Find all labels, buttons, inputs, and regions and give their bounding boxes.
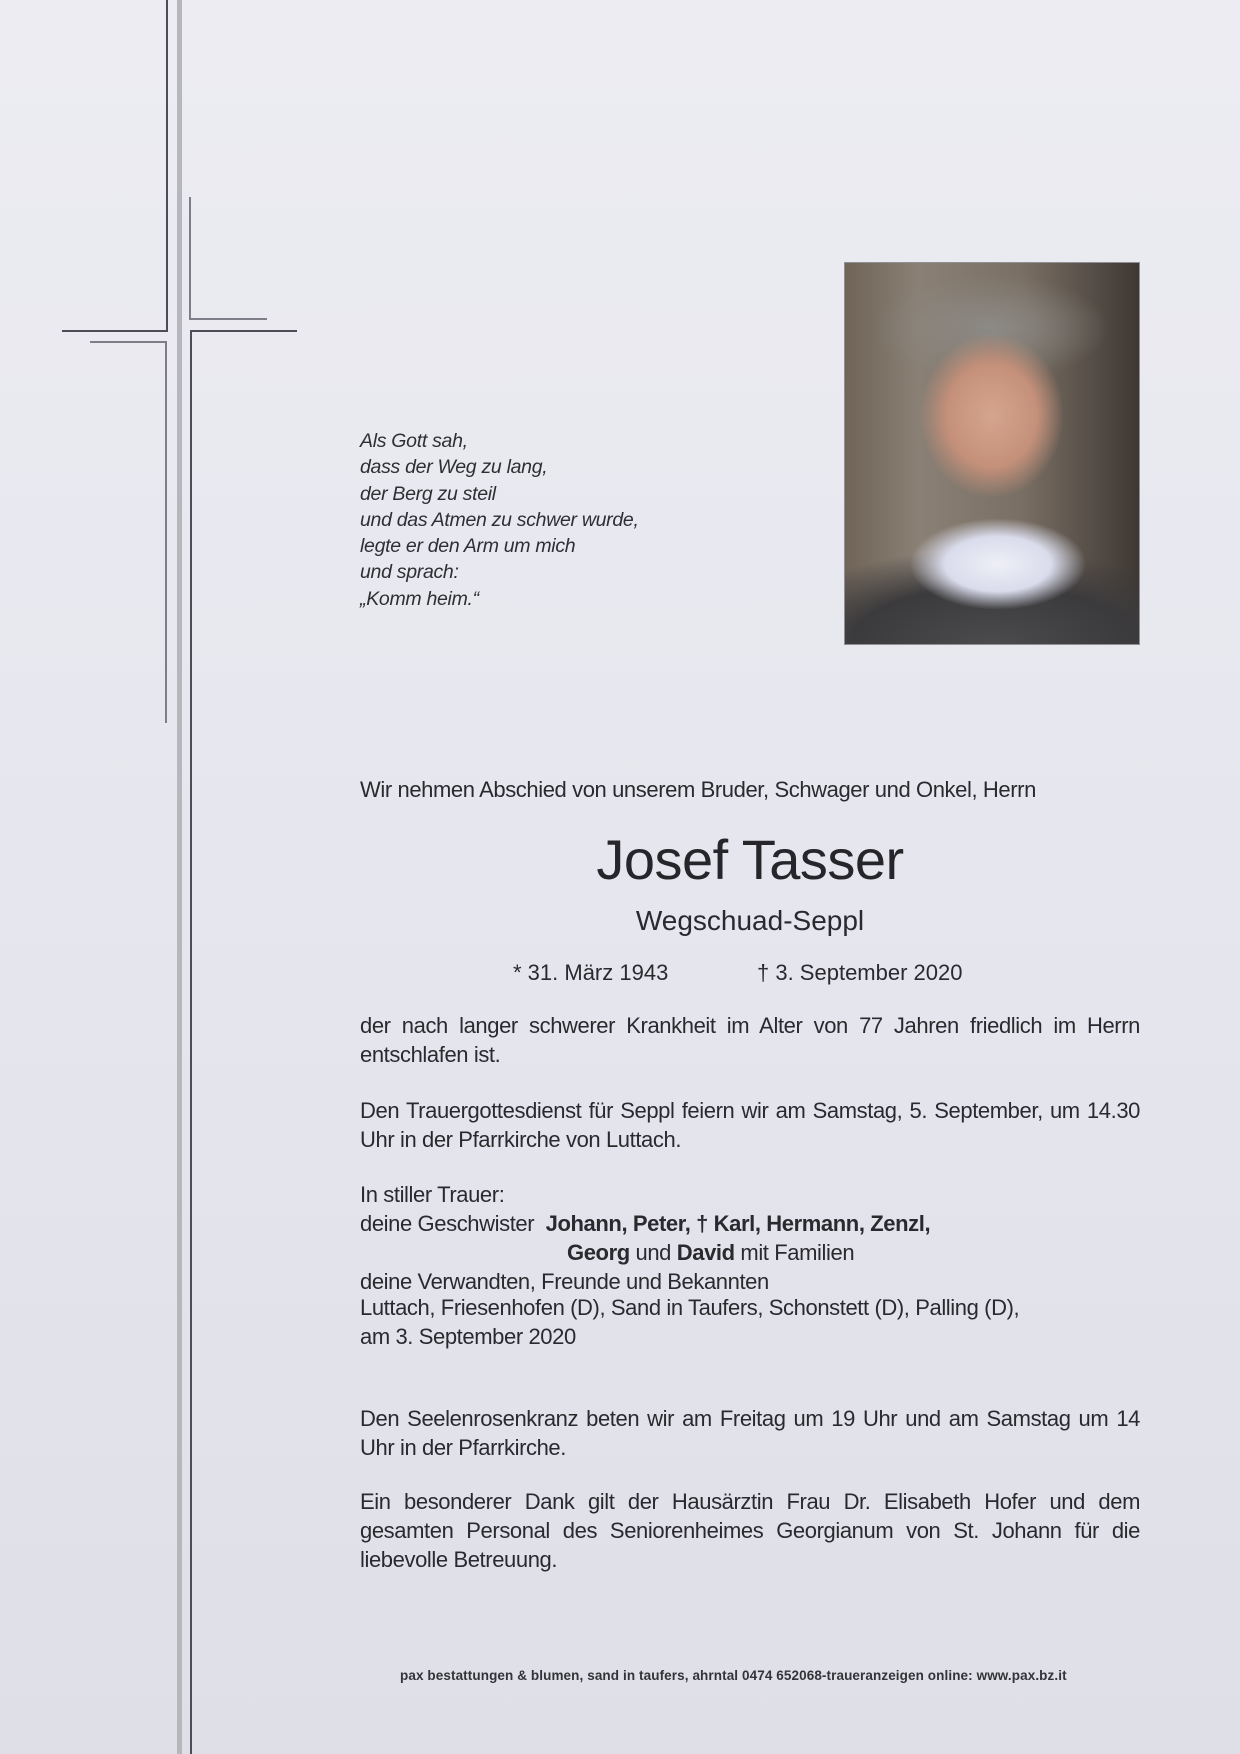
portrait-photo <box>844 262 1140 645</box>
siblings-row <box>360 1209 1140 1238</box>
siblings-label: deine Geschwister <box>360 1211 535 1236</box>
deceased-nickname: Wegschuad-Seppl <box>635 905 865 936</box>
deceased-name: Josef Tasser <box>596 828 904 891</box>
poem-line: „Komm heim.“ <box>360 587 479 610</box>
sibling-david: David <box>676 1240 735 1265</box>
birth-date: * 31. März 1943 <box>513 960 669 985</box>
siblings-names: Johann, Peter, † Karl, Hermann, Zenzl, <box>545 1211 931 1236</box>
date-line: am 3. September 2020 <box>360 1324 576 1349</box>
poem-line: der Berg zu steil <box>360 482 496 505</box>
places-line: Luttach, Friesenhofen (D), Sand in Taufers, Schonstett (D), Palling (D), <box>360 1295 1020 1320</box>
portrait-alt <box>845 627 1139 638</box>
footer-imprint: pax bestattungen & blumen, sand in taufers, ahrntal 0474 652068-traueranzeigen online: www.pax.bz.it <box>400 1668 1067 1683</box>
passing-paragraph: der nach langer schwerer Krankheit im Alter von 77 Jahren friedlich im Herrn entschlafen ist. <box>360 1013 1140 1067</box>
siblings-row-2 <box>360 1238 1140 1267</box>
rosary-paragraph: Den Seelenrosenkranz beten wir am Freitag um 19 Uhr und am Samstag um 14 Uhr in der Pfarrkirche. <box>360 1406 1140 1460</box>
poem-line: legte er den Arm um mich <box>360 535 576 558</box>
poem-line: dass der Weg zu lang, <box>360 456 548 479</box>
siblings-und: und <box>635 1240 672 1265</box>
poem <box>360 428 720 612</box>
service-paragraph: Den Trauergottesdienst für Seppl feiern wir am Samstag, 5. September, um 14.30 Uhr in der Pfarrkirche von Luttach. <box>360 1098 1140 1152</box>
death-date: † 3. September 2020 <box>757 960 963 985</box>
farewell-intro: Wir nehmen Abschied von unserem Bruder, Schwager und Onkel, Herrn <box>360 777 1036 802</box>
siblings-suffix: mit Familien <box>740 1240 855 1265</box>
poem-line: Als Gott sah, <box>360 430 468 452</box>
place-date <box>360 1293 1140 1351</box>
poem-line: und das Atmen zu schwer wurde, <box>360 508 639 531</box>
mourners-heading: In stiller Trauer: <box>360 1182 505 1207</box>
poem-line: und sprach: <box>360 561 459 584</box>
other-mourners: deine Verwandten, Freunde und Bekannten <box>360 1269 769 1294</box>
mourners-block <box>360 1180 1140 1296</box>
sibling-georg: Georg <box>567 1240 630 1265</box>
thanks-paragraph: Ein besonderer Dank gilt der Hausärztin Frau Dr. Elisabeth Hofer und dem gesamten Personal des Seniorenheimes Georgianum von St. Johann für die liebevolle Betreuung. <box>360 1489 1140 1572</box>
